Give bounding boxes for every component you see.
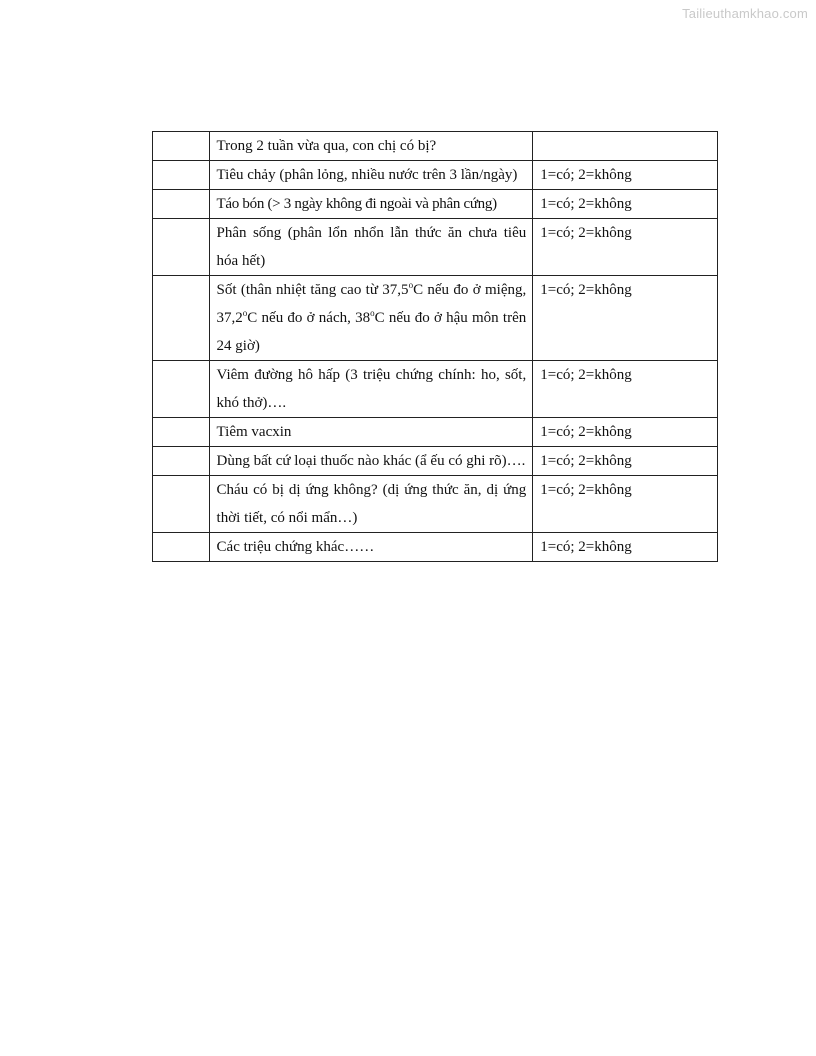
answer-cell: 1=có; 2=không	[533, 161, 718, 190]
question-cell	[209, 276, 533, 361]
answer-cell: 1=có; 2=không	[533, 476, 718, 533]
answer-cell: 1=có; 2=không	[533, 190, 718, 219]
index-cell	[153, 161, 210, 190]
table-row	[153, 533, 718, 562]
index-cell	[153, 476, 210, 533]
table-row	[153, 161, 718, 190]
table-row	[153, 132, 718, 161]
question-cell: Táo bón (> 3 ngày không đi ngoài và phân cứng)	[209, 190, 533, 219]
question-cell: Tiêu chảy (phân lỏng, nhiều nước trên 3 lần/ngày)	[209, 161, 533, 190]
index-cell	[153, 276, 210, 361]
question-cell: Các triệu chứng khác……	[209, 533, 533, 562]
answer-cell: 1=có; 2=không	[533, 533, 718, 562]
question-cell: Dùng bất cứ loại thuốc nào khác (ẩ ếu có ghi rõ)….	[209, 447, 533, 476]
degree-superscript: o	[242, 308, 248, 318]
symptom-questionnaire-table	[152, 131, 718, 562]
index-cell	[153, 418, 210, 447]
fever-text-part: C nếu đo ở hậu môn trên 24 giờ)	[216, 310, 527, 354]
watermark-text: Tailieuthamkhao.com	[682, 6, 808, 21]
fever-text-part: Sốt (thân nhiệt tăng cao từ 37,5	[216, 282, 409, 298]
answer-cell: 1=có; 2=không	[533, 418, 718, 447]
fever-text-part: C nếu đo ở miệng, 37,2	[216, 282, 527, 326]
answer-cell: 1=có; 2=không	[533, 219, 718, 276]
answer-cell: 1=có; 2=không	[533, 447, 718, 476]
index-cell	[153, 361, 210, 418]
table-row	[153, 418, 718, 447]
table-row	[153, 361, 718, 418]
question-cell: Viêm đường hô hấp (3 triệu chứng chính: ho, sốt, khó thở)….	[209, 361, 533, 418]
index-cell	[153, 447, 210, 476]
question-cell: Trong 2 tuần vừa qua, con chị có bị?	[209, 132, 533, 161]
index-cell	[153, 219, 210, 276]
fever-text-part: C nếu đo ở nách, 38	[247, 310, 371, 326]
question-cell: Tiêm vacxin	[209, 418, 533, 447]
table-row	[153, 447, 718, 476]
answer-cell	[533, 132, 718, 161]
table-row	[153, 476, 718, 533]
table-row	[153, 276, 718, 361]
index-cell	[153, 132, 210, 161]
index-cell	[153, 190, 210, 219]
answer-cell: 1=có; 2=không	[533, 276, 718, 361]
table-row	[153, 190, 718, 219]
degree-superscript: o	[408, 280, 414, 290]
degree-superscript: o	[370, 308, 375, 318]
question-cell: Cháu có bị dị ứng không? (dị ứng thức ăn, dị ứng thời tiết, có nổi mẩn…)	[209, 476, 533, 533]
question-cell: Phân sống (phân lổn nhổn lẫn thức ăn chưa tiêu hóa hết)	[209, 219, 533, 276]
index-cell	[153, 533, 210, 562]
table-row	[153, 219, 718, 276]
answer-cell: 1=có; 2=không	[533, 361, 718, 418]
